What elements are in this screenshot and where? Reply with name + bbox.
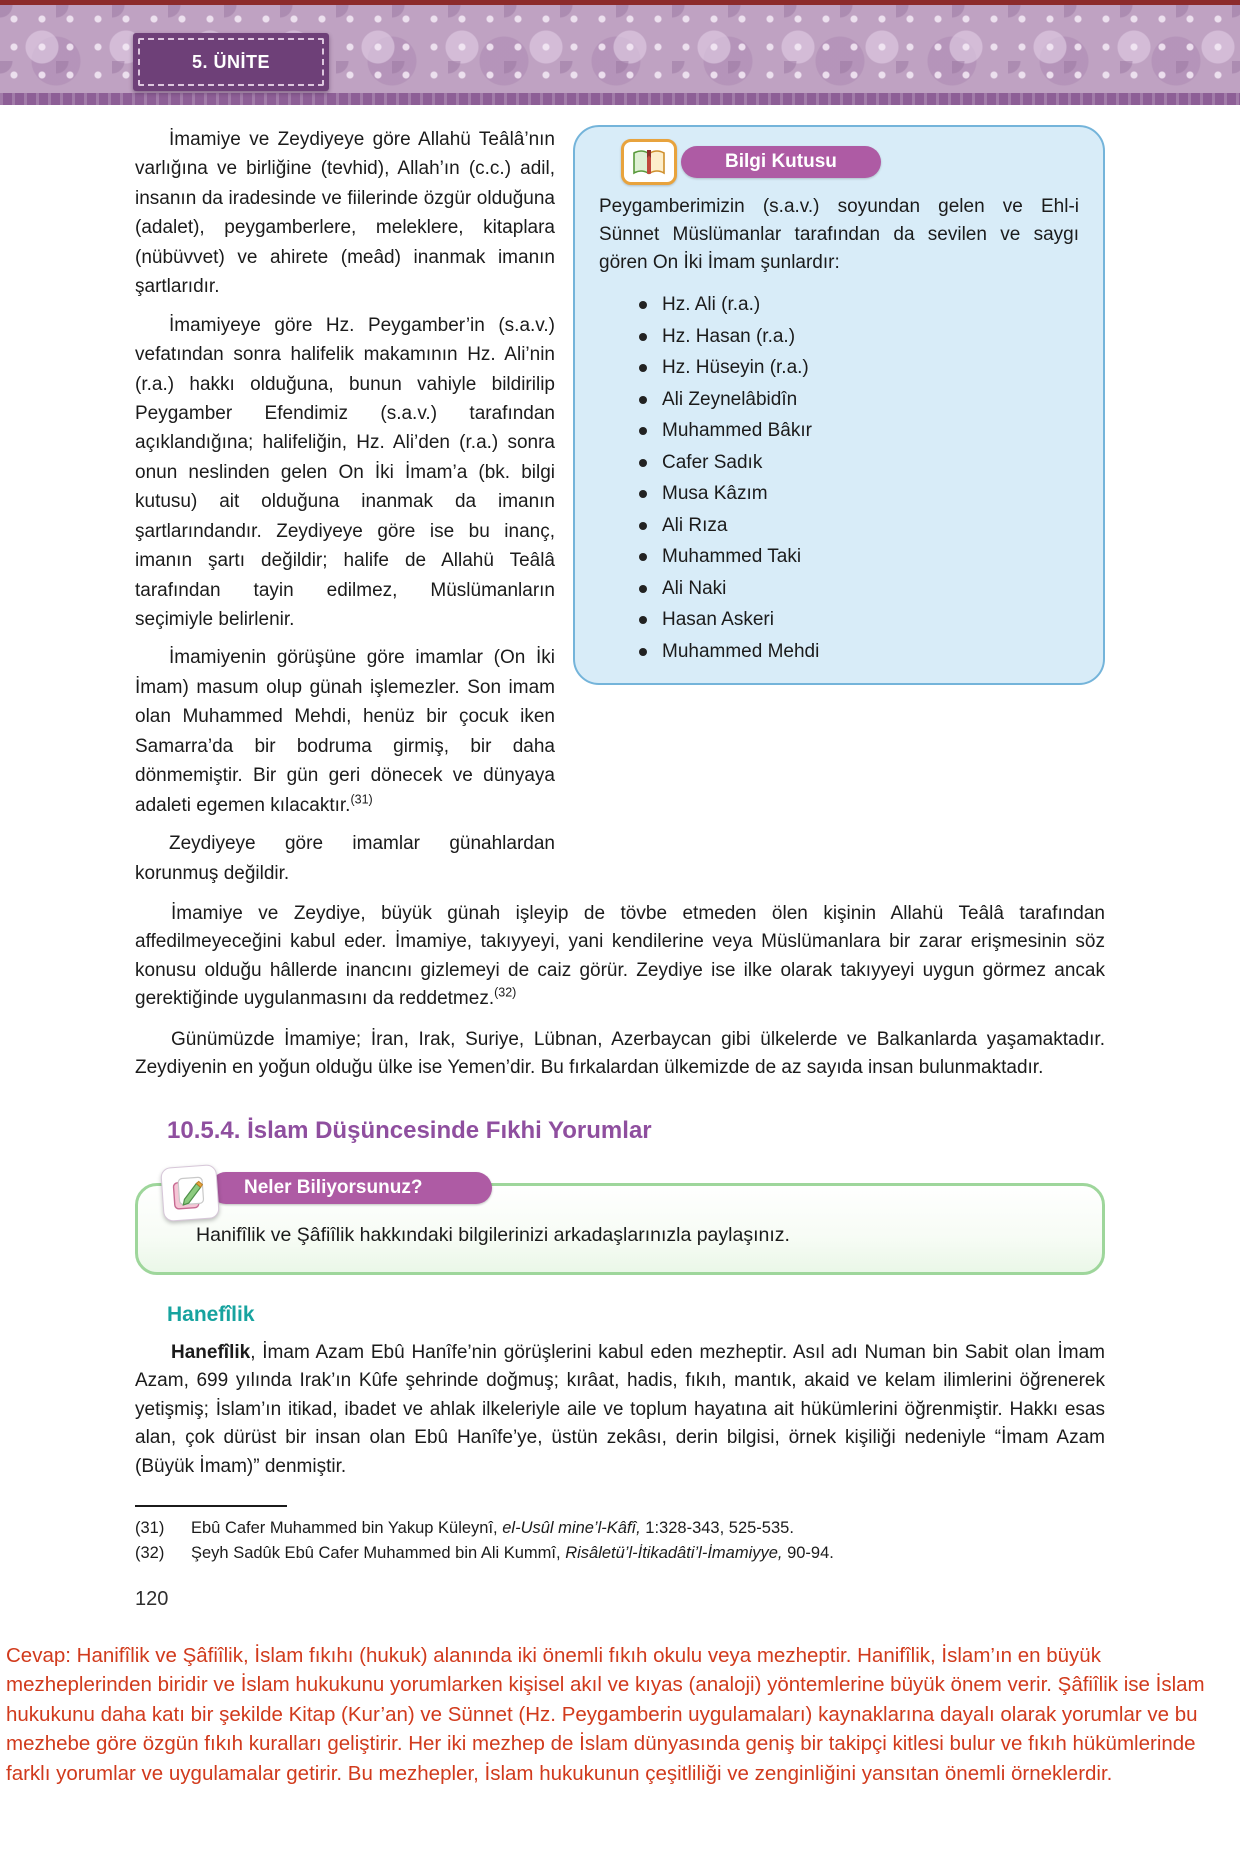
- imam-list-item: [639, 447, 1083, 479]
- info-box-header: [621, 139, 1083, 185]
- paragraph-tevhid: İmamiye ve Zeydiyeye göre Allahü Teâlâ’nın varlığına ve birliğine (tevhid), Allah’ın (c.c.) adil, insanın da iradesinde ve fiilerinde özgür olduğuna (adalet), peygamberlere, meleklere, kitaplara (nübüvvet) ve ahirete (meâd) inanmak imanın şartlarıdır.: [135, 129, 555, 298]
- footnote-pages: 1:328-343, 525-535.: [640, 1519, 794, 1538]
- imam-list-item: [639, 415, 1083, 447]
- pencil-icon-svg: [171, 1174, 209, 1212]
- hanefilik-lead: Hanefîlik: [171, 1341, 251, 1363]
- paragraph-takiyye: [135, 900, 1105, 1014]
- imam-name: Muhammed Taki: [662, 546, 802, 568]
- section-heading: 10.5.4. İslam Düşüncesinde Fıkhi Yorumlar: [167, 1116, 652, 1144]
- imam-name: Hasan Askeri: [662, 609, 774, 631]
- paragraph-cografya: Günümüzde İmamiye; İran, Irak, Suriye, Lübnan, Azerbaycan gibi ülkelerde ve Balkanlarda yaşamaktadır. Zeydiyenin en yoğun olduğu ülke ise Yemen’dir. Bu fırkalardan ülkemizde de az sayıda insan bulunmaktadır.: [135, 1028, 1105, 1079]
- footnote-work-title: el-Usûl mine’l-Kâfî,: [502, 1519, 641, 1538]
- imam-name: Ali Zeynelâbidîn: [662, 388, 798, 410]
- footnote-ref-32: (32): [494, 986, 517, 1001]
- footnote: [135, 1516, 1105, 1541]
- page-number: 120: [135, 1587, 169, 1610]
- imam-list-item: [639, 384, 1083, 416]
- imam-list-item: [639, 636, 1083, 668]
- bullet-icon: [639, 301, 647, 309]
- books-icon: [621, 139, 677, 185]
- bullet-icon: [639, 522, 647, 530]
- page-header-banner: [0, 5, 1240, 105]
- answer-overlay-text: Cevap: Hanifîlik ve Şâfiîlik, İslam fıkıhı (hukuk) alanında iki önemli fıkıh okulu veya mezheptir. Hanifîlik, İslam’ın en büyük mezheplerinden biridir ve İslam hukukunu yorumlarken kişisel akıl ve kıyas (analoji) yöntemlerine büyük önem verir. Şâfiîlik ise İslam hukukunu daha katı bir şekilde Kitap (Kur’an) ve Sünnet (Hz. Peygamberin uygulamaları) kaynaklarına dayalı olarak yorumlar ve bu mezhebe göre özgün fıkıh kuralları geliştirir. Her iki mezhep de İslam dünyasında geniş bir takipçi kitlesi bulur ve fıkıh hükümlerinde farklı yorumlar ve uygulamalar getirir. Bu mezhepler, İslam hukukunun çeşitliliği ve zenginliğini yansıtan önemli örneklerdir.: [6, 1643, 1205, 1785]
- imam-list-item: [639, 541, 1083, 573]
- imam-list-item: [639, 352, 1083, 384]
- footnote: [135, 1541, 1105, 1566]
- footnote-text: [191, 1516, 794, 1541]
- hanefilik-text: , İmam Azam Ebû Hanîfe’nin görüşlerini kabul eden mezheptir. Asıl adı Numan bin Sabit olan İmam Azam, 699 yılında Irak’ın Kûfe şehrinde doğmuş; kırâat, hadis, fıkıh, mantık, akaid ve kelam ilimlerini öğrenerek yetişmiş; İslam’ın itikad, ibadet ve ahlak ilkeleriyle aile ve toplum hayatına ait hükümlerini öğrenmiştir. Hakkı esas alan, çok dürüst bir insan olan Ebû Hanîfe’ye, üstün zekâsı, derin bilgisi, örnek kişiliği nedeniyle “İmam Azam (Büyük İmam)” denmiştir.: [135, 1341, 1105, 1477]
- imam-name: Muhammed Bâkır: [662, 420, 812, 442]
- footnote-pages: 90-94.: [782, 1544, 834, 1563]
- bullet-icon: [639, 396, 647, 404]
- left-text-column: [135, 125, 555, 888]
- hanefilik-heading: Hanefîlik: [167, 1302, 255, 1326]
- bullet-icon: [639, 364, 647, 372]
- bullet-icon: [639, 648, 647, 656]
- footnote-divider: [135, 1505, 287, 1507]
- imam-list-item: [639, 604, 1083, 636]
- page-content: [0, 125, 1240, 1611]
- imam-list-item: [639, 321, 1083, 353]
- paragraph-oniki-imam-text: İmamiyenin görüşüne göre imamlar (On İki İmam) masum olup günah işlemezler. Son imam olan Muhammed Mehdi, henüz bir çocuk iken Samarra’da bir bodruma girmiş, bir daha dönmemiştir. Bir gün geri dönecek ve dünyaya adaleti egemen kılacaktır.: [135, 647, 555, 816]
- books-icon-svg: [630, 146, 668, 178]
- footnote-work-title: Risâletü’l-İtikadâti’l-İmamiyye,: [565, 1544, 783, 1563]
- paragraph-takiyye-text: İmamiye ve Zeydiye, büyük günah işleyip de tövbe etmeden ölen kişinin Allahü Teâlâ tarafından affedilmeyeceğini kabul eder. İmamiye, takıyyeyi, yani kendilerine veya Müslümanlara bir zarar erişmesinin söz konusu olduğu hâllerde inancını gizlemeyi de caiz görür. Zeydiye ise ilke olarak takıyyeyi uygun görmez ancak gerektiğinde uygulanmasını da reddetmez.: [135, 902, 1105, 1010]
- activity-box: [135, 1176, 1105, 1275]
- bullet-icon: [639, 333, 647, 341]
- info-box-title: Bilgi Kutusu: [681, 146, 881, 178]
- bullet-icon: [639, 459, 647, 467]
- bullet-icon: [639, 427, 647, 435]
- footnote-text: [191, 1541, 834, 1566]
- bullet-icon: [639, 585, 647, 593]
- header-bottom-band: [0, 93, 1240, 105]
- unit-badge-frame: [138, 38, 324, 86]
- paragraph-hanefilik: [135, 1339, 1105, 1482]
- footnote-author: Ebû Cafer Muhammed bin Yakup Küleynî,: [191, 1519, 503, 1538]
- paragraph-oniki-imam: [135, 643, 555, 820]
- imam-name: Hz. Ali (r.a.): [662, 294, 761, 316]
- imam-name: Hz. Hüseyin (r.a.): [662, 357, 809, 379]
- unit-label: 5. ÜNİTE: [191, 51, 270, 72]
- imam-list-item: [639, 289, 1083, 321]
- footnote-ref-31: (31): [350, 792, 373, 807]
- imam-name: Hz. Hasan (r.a.): [662, 325, 796, 347]
- imam-list-item: [639, 573, 1083, 605]
- imam-list: [639, 289, 1083, 667]
- paragraph-imamiye-halifelik: İmamiyeye göre Hz. Peygamber’in (s.a.v.) vefatından sonra halifelik makamının Hz. Ali’nin (r.a.) hakkı olduğuna, bunun vahiyle bildirilip Peygamber Efendimiz (s.a.v.) tarafından açıklandığına; halifeliğin, Hz. Ali’den (r.a.) sonra onun neslinden gelen On İki İmam’a (bk. bilgi kutusu) ait olduğuna inanmak da imanın şartlarındandır. Zeydiyeye göre ise bu inanç, imanın şartı değildir; halife de Allahü Teâlâ tarafından tayin edilmez, Müslümanların seçimiyle belirlenir.: [135, 314, 555, 630]
- unit-badge: [133, 33, 329, 91]
- imam-name: Ali Naki: [662, 577, 727, 599]
- imam-list-item: [639, 478, 1083, 510]
- paragraph-zeydiye: Zeydiyeye göre imamlar günahlardan korunmuş değildir.: [135, 833, 555, 884]
- imam-name: Muhammed Mehdi: [662, 640, 820, 662]
- activity-box-text: Hanifîlik ve Şâfiîlik hakkındaki bilgilerinizi arkadaşlarınızla paylaşınız.: [196, 1223, 790, 1246]
- imam-name: Ali Rıza: [662, 514, 728, 536]
- bullet-icon: [639, 616, 647, 624]
- bullet-icon: [639, 490, 647, 498]
- footnote-number: (32): [135, 1544, 165, 1563]
- info-box-intro: Peygamberimizin (s.a.v.) soyundan gelen ve Ehl-i Sünnet Müslümanlar tarafından da sevilen ve saygı gören On İki İmam şunlardır:: [599, 196, 1079, 274]
- bullet-icon: [639, 553, 647, 561]
- imam-list-item: [639, 510, 1083, 542]
- activity-box-title: Neler Biliyorsunuz?: [210, 1172, 492, 1204]
- imam-name: Cafer Sadık: [662, 451, 763, 473]
- info-box: [573, 125, 1105, 685]
- pencil-notepad-icon: [160, 1164, 220, 1222]
- footnotes-section: [135, 1505, 1105, 1566]
- footnote-author: Şeyh Sadûk Ebû Cafer Muhammed bin Ali Kummî,: [191, 1544, 566, 1563]
- footnote-number: (31): [135, 1519, 165, 1538]
- footnote-list: [135, 1516, 1105, 1566]
- two-column-section: [135, 125, 1105, 888]
- imam-name: Musa Kâzım: [662, 483, 768, 505]
